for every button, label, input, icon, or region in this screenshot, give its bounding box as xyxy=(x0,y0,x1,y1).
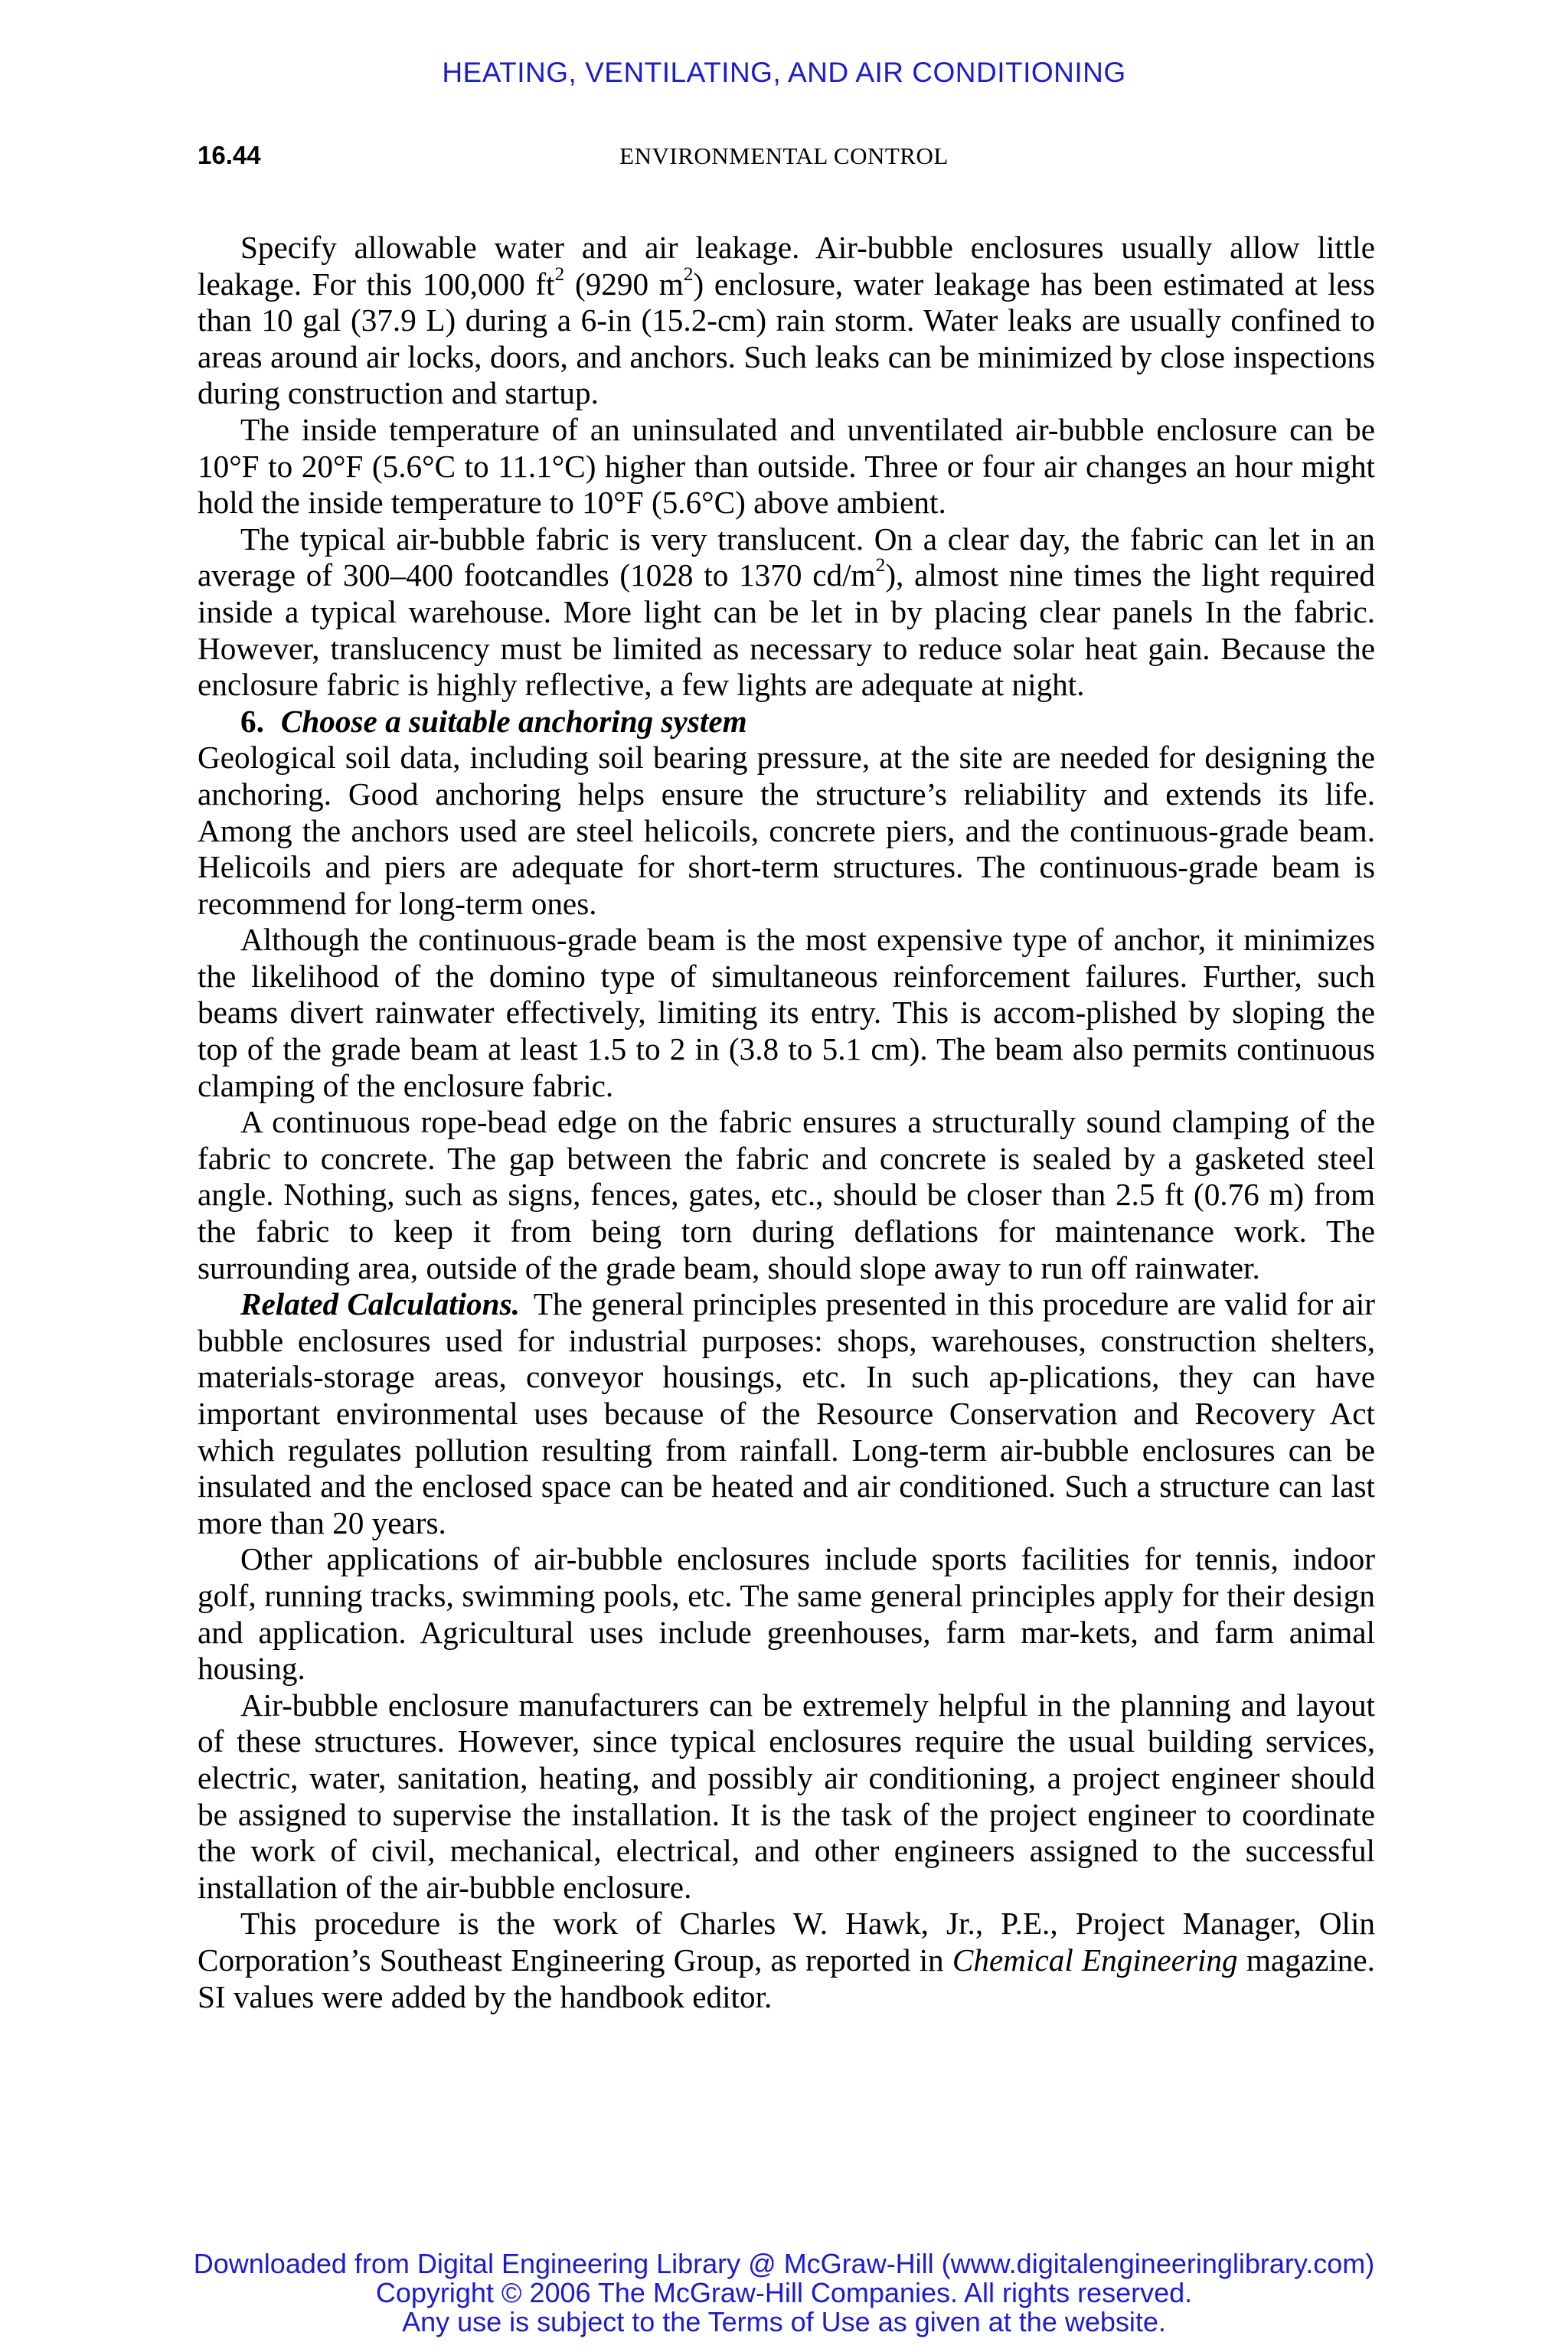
footer-download-line: Downloaded from Digital Engineering Library @ McGraw-Hill (www.digitalengineeringlibrary.com) xyxy=(193,2248,1375,2279)
paragraph-manufacturers: Air-bubble enclosure manufacturers can be extremely helpful in the planning and layout of these structures. However, since typical enclosures require the usual building services, electric, water, sanitation, heating, and possibly air conditioning, a project engineer should be assigned to supervise the installation. It is the task of the project engineer to coordinate the work of civil, mechanical, electrical, and other engineers assigned to the successful installation of the air-bubble enclosure. xyxy=(198,1687,1375,1905)
paragraph-grade-beam: Although the continuous-grade beam is the most expensive type of anchor, it minimizes the likelihood of the domino type of simultaneous reinforcement failures. Further, such beams divert rainwater effectively, limiting its entry. This is accom-plished by sloping the top of the grade beam at least 1.5 to 2 in (3.8 to 5.1 cm). The beam also permits continuous clamping of the enclosure fabric. xyxy=(198,922,1375,1103)
footer-terms-line: Any use is subject to the Terms of Use as given at the website. xyxy=(402,2306,1166,2337)
paragraph-soil-data: Geological soil data, including soil bearing pressure, at the site are needed for designing the anchoring. Good anchoring helps ensure the structure’s reliability and extends its life. Among the anchors used are steel helicoils, concrete piers, and the continuous-grade beam. Helicoils and piers are adequate for short-term structures. The continuous-grade beam is recommend for long-term ones. xyxy=(198,740,1375,921)
paragraph-rope-bead: A continuous rope-bead edge on the fabric ensures a structurally sound clamping of the fabric to concrete. The gap between the fabric and concrete is sealed by a gasketed steel angle. Nothing, such as signs, fences, gates, etc., should be closer than 2.5 ft (0.76 m) from the fabric to keep it from being torn during deflations for maintenance work. The surrounding area, outside of the grade beam, should slope away to run off rainwater. xyxy=(198,1104,1375,1285)
paragraph-related-calculations: Related Calculations. The general principles presented in this procedure are valid for air bubble enclosures used for industrial purposes: shops, warehouses, construction shelters, materials-storage areas, conveyor housings, etc. In such ap-plications, they can have important environmental uses because of the Resource Conservation and Recovery Act which regulates pollution resulting from rainfall. Long-term air-bubble enclosures can be insulated and the enclosed space can be heated and air conditioned. Such a structure can last more than 20 years. xyxy=(198,1286,1375,1540)
chapter-running-head: ENVIRONMENTAL CONTROL xyxy=(619,142,949,169)
section-title: Choose a suitable anchoring system xyxy=(280,703,747,739)
book-title-banner: HEATING, VENTILATING, AND AIR CONDITIONING xyxy=(442,57,1126,88)
page-body xyxy=(198,230,1375,2015)
section-number: 6. xyxy=(240,703,264,739)
paragraph-attribution: This procedure is the work of Charles W. Hawk, Jr., P.E., Project Manager, Olin Corporation’s Southeast Engineering Group, as reported in Chemical Engineering magazine. SI values were added by the handbook editor. xyxy=(198,1906,1375,2014)
paragraph-translucency: The typical air-bubble fabric is very translucent. On a clear day, the fabric can let in an average of 300–400 footcandles (1028 to 1370 $cd/m^2$), almost nine times the light required inside a typical warehouse. More light can be let in by placing clear panels In the fabric. However, translucency must be limited as necessary to reduce solar heat gain. Because the enclosure fabric is highly reflective, a few lights are adequate at night. xyxy=(198,521,1375,703)
paragraph-temperature: The inside temperature of an uninsulated and unventilated air-bubble enclosure can be 10°F to 20°F (5.6°C to 11.1°C) higher than outside. Three or four air changes an hour might hold the inside temperature to 10°F (5.6°C) above ambient. xyxy=(198,411,1375,521)
download-footer xyxy=(0,2249,1568,2337)
section-heading-anchoring xyxy=(198,704,1375,740)
run-in-heading: Related Calculations. xyxy=(240,1286,520,1322)
page-number: 16.44 xyxy=(198,141,261,169)
paragraph-leakage: Specify allowable water and air leakage. Air-bubble enclosures usually allow little leakage. For this 100,000 $ft^2$ (9290 $m^2$) enclosure, water leakage has been estimated at less than 10 gal (37.9 L) during a 6-in (15.2-cm) rain storm. Water leaks are usually confined to areas around air locks, doors, and anchors. Such leaks can be minimized by close inspections during construction and startup. xyxy=(198,230,1375,411)
footer-copyright-line: Copyright © 2006 The McGraw-Hill Companies. All rights reserved. xyxy=(375,2277,1193,2308)
paragraph-other-applications: Other applications of air-bubble enclosures include sports facilities for tennis, indoor golf, running tracks, swimming pools, etc. The same general principles apply for their design and application. Agricultural uses include greenhouses, farm mar-kets, and farm animal housing. xyxy=(198,1541,1375,1687)
magazine-title: Chemical Engineering xyxy=(952,1942,1238,1978)
